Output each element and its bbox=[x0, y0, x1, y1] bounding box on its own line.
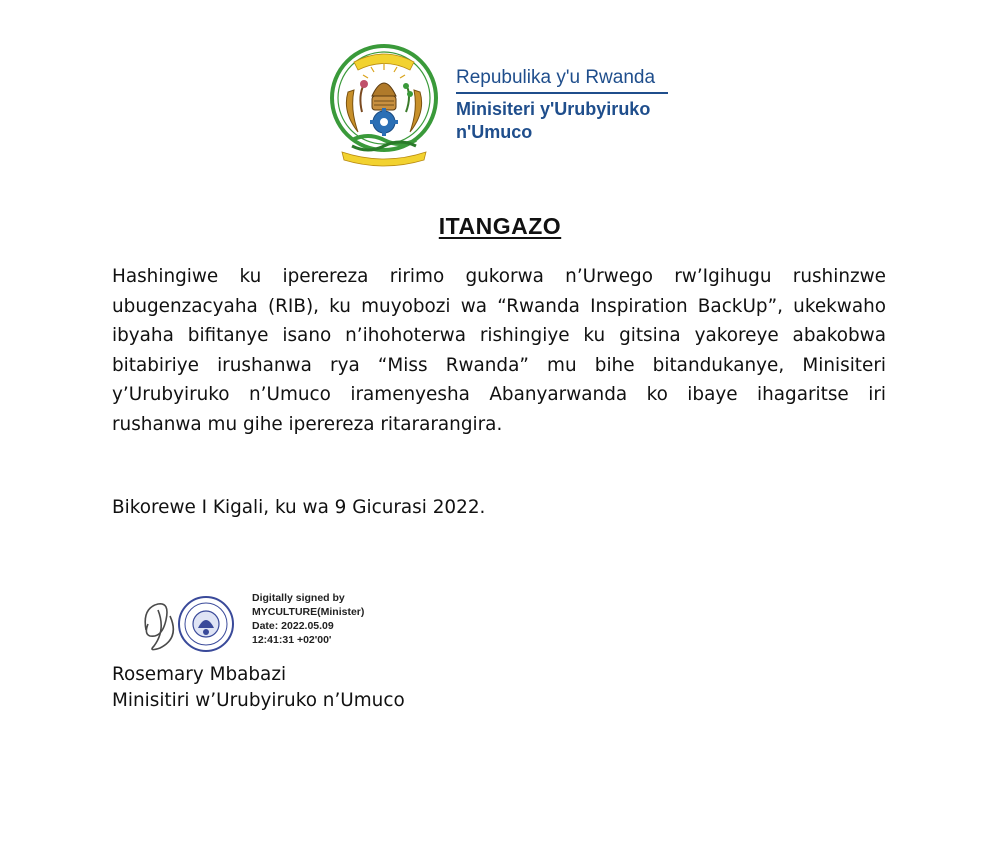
place-and-date: Bikorewe I Kigali, ku wa 9 Gicurasi 2022. bbox=[112, 497, 486, 518]
digital-signature-stamp-icon bbox=[140, 590, 250, 660]
ministry-name-line2: n'Umuco bbox=[456, 122, 533, 142]
signer-role: Minisitiri w’Urubyiruko n’Umuco bbox=[112, 690, 405, 711]
republic-name: Repubulika y'u Rwanda bbox=[456, 67, 656, 88]
signer-name: Rosemary Mbabazi bbox=[112, 664, 287, 685]
signature-details bbox=[252, 591, 364, 647]
signature-time: 12:41:31 +02'00' bbox=[252, 634, 332, 646]
rwanda-coat-of-arms-icon bbox=[328, 40, 440, 168]
digital-signature bbox=[140, 590, 440, 660]
signature-date: Date: 2022.05.09 bbox=[252, 620, 334, 632]
signature-signer: MYCULTURE(Minister) bbox=[252, 606, 365, 618]
announcement-body: Hashingiwe ku iperereza ririmo gukorwa n’Urwego rw’Igihugu rushinzwe ubugenzacyaha (RIB), ku muyobozi wa “Rwanda Inspiration BackUp”, ukekwaho ibyaha bifitanye isano n’ihohoterwa rishingiye ku gitsina yakoreye abakobwa bitabiriye irushanwa rya “Miss Rwanda” mu bihe bitandukanye, Minisiteri y’Urubyiruko n’Umuco iramenyesha Abanyarwanda ko ibaye ihagaritse iri rushanwa mu gihe iperereza ritararangira. bbox=[112, 266, 886, 435]
signer-block bbox=[112, 662, 405, 714]
signature-line-1: Digitally signed by bbox=[252, 592, 345, 604]
ministry-name-line1: Minisiteri y'Urubyiruko bbox=[456, 99, 651, 119]
letterhead-divider bbox=[456, 92, 668, 94]
ministry-name-block bbox=[456, 66, 668, 144]
letterhead bbox=[328, 40, 678, 175]
document-title: ITANGAZO bbox=[438, 213, 562, 239]
